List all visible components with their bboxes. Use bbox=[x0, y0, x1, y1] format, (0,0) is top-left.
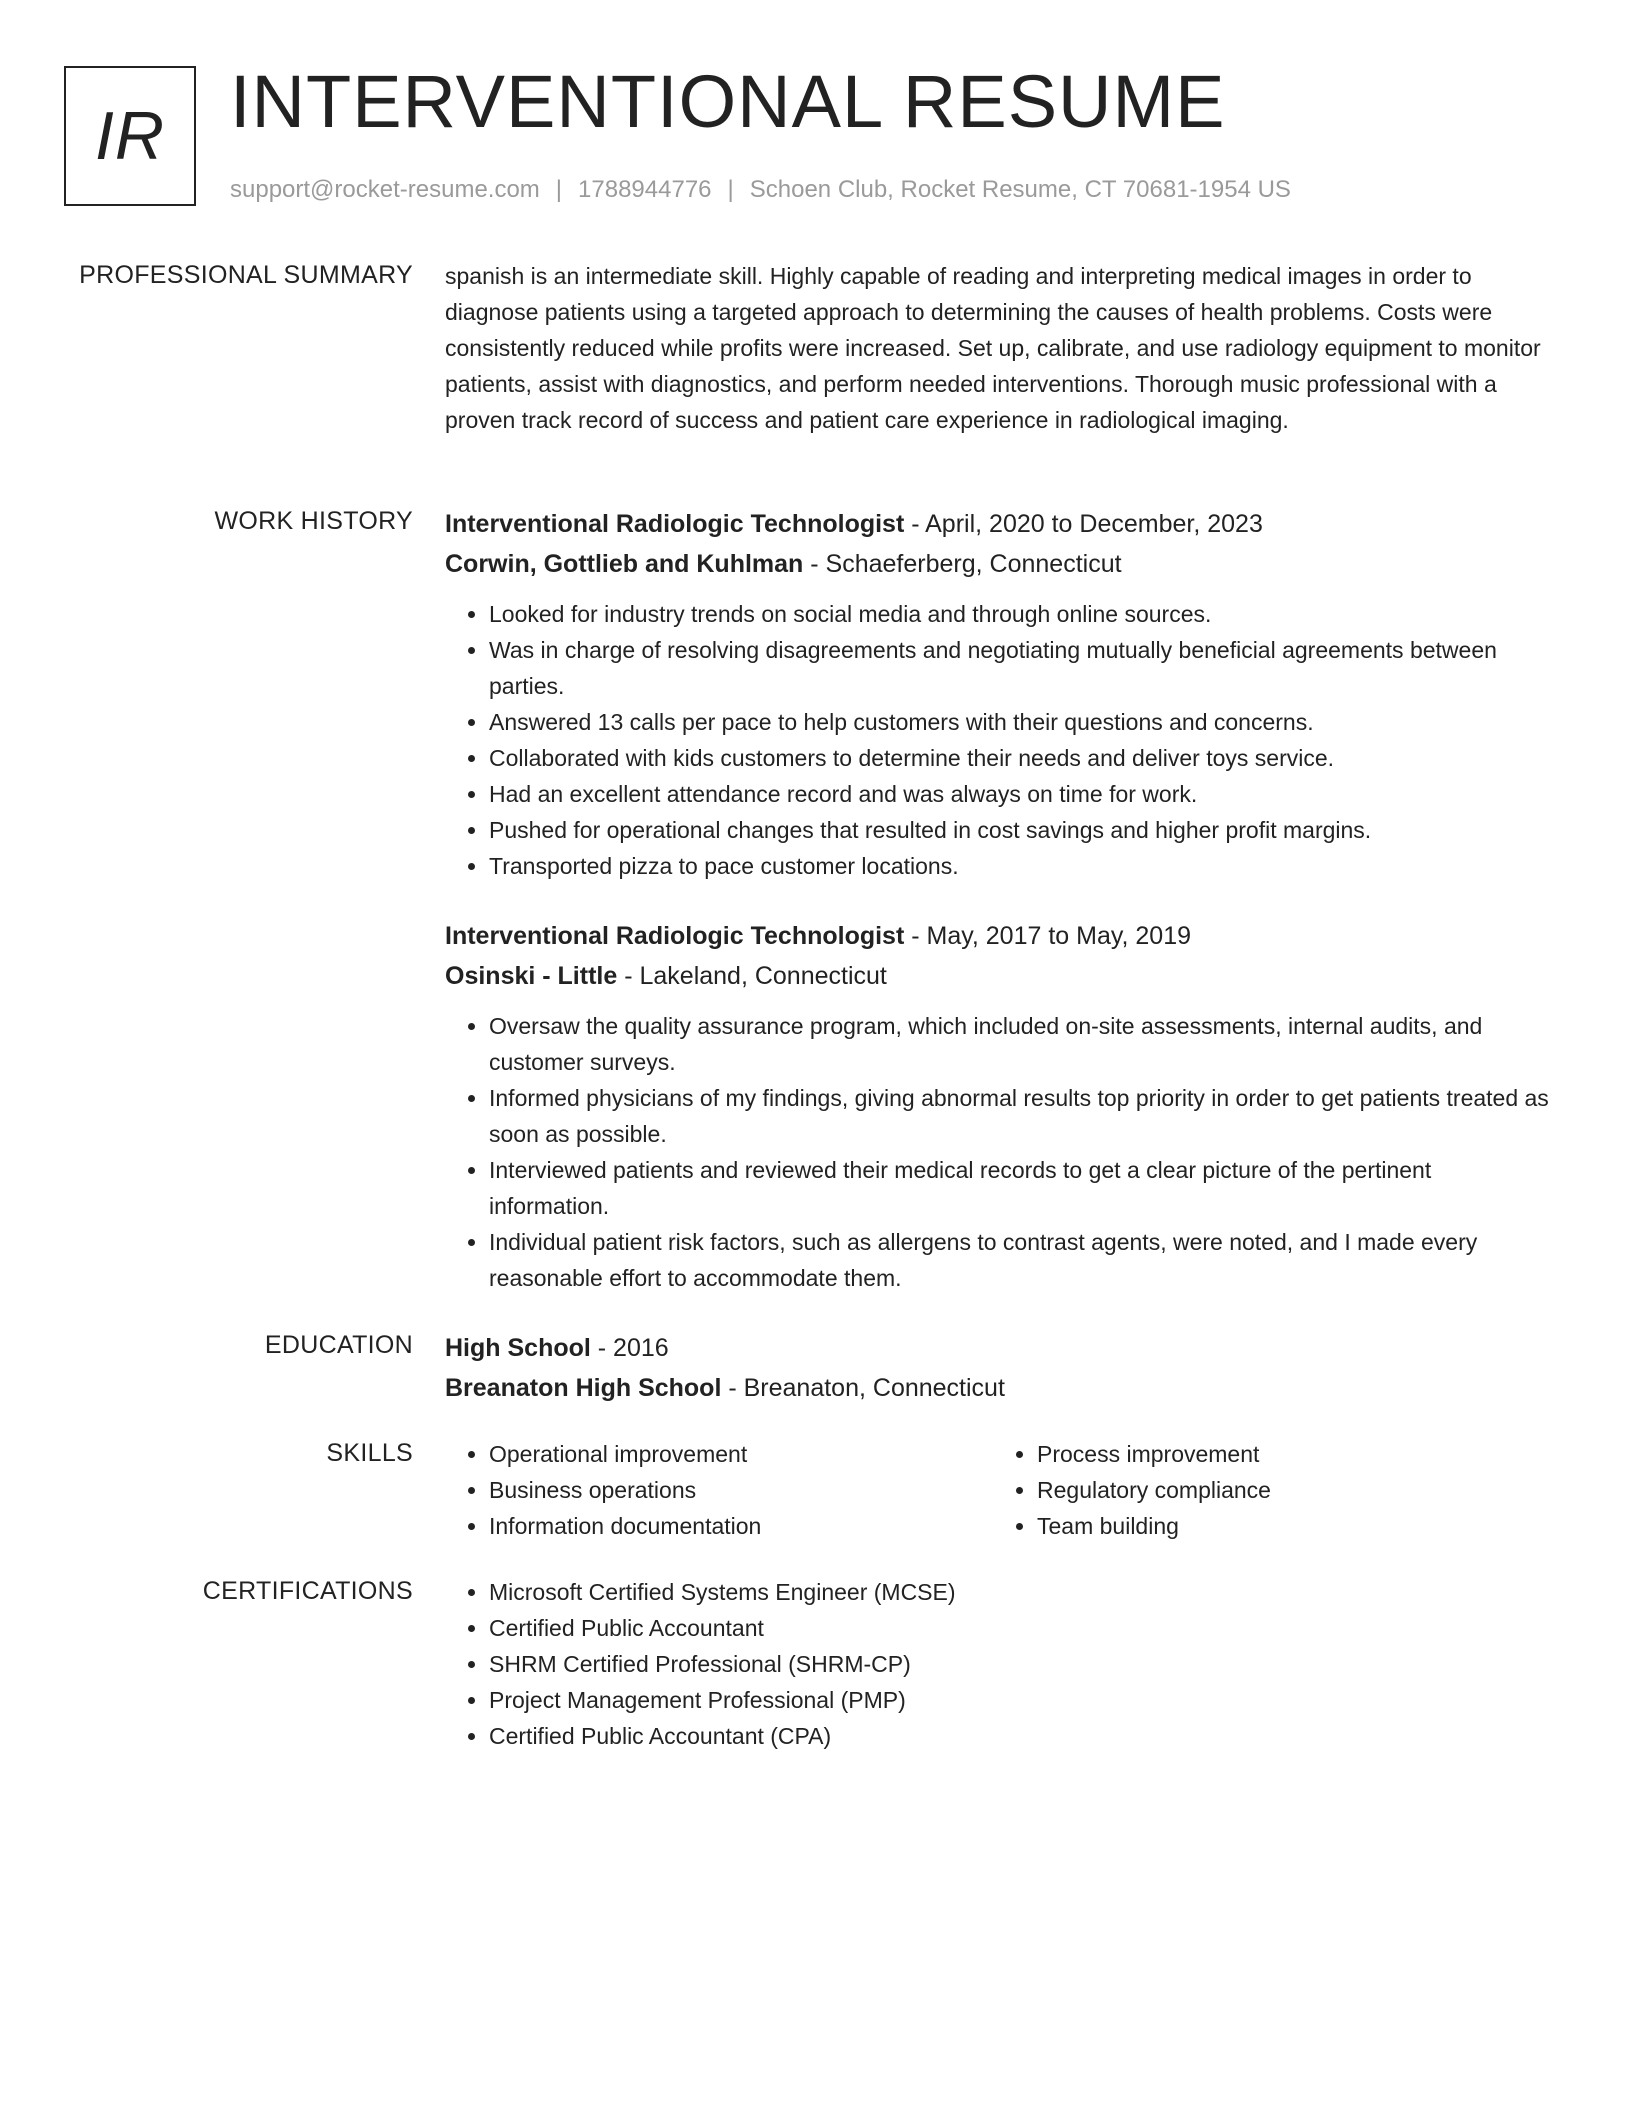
job-location: - Schaeferberg, Connecticut bbox=[803, 550, 1122, 578]
education-body bbox=[445, 1328, 1555, 1408]
job-dates: - April, 2020 to December, 2023 bbox=[904, 510, 1263, 538]
certification-item: • SHRM Certified Professional (SHRM-CP) bbox=[489, 1646, 1555, 1682]
job-duty-item: • Was in charge of resolving disagreements and negotiating mutually beneficial agreements between parties. bbox=[489, 632, 1555, 704]
job-company: Corwin, Gottlieb and Kuhlman bbox=[445, 550, 804, 578]
certifications-body bbox=[445, 1574, 1555, 1754]
job-company-line bbox=[445, 544, 1555, 584]
job-location: - Lakeland, Connecticut bbox=[617, 962, 887, 990]
job-dates: - May, 2017 to May, 2019 bbox=[904, 922, 1192, 950]
job-duty-item: • Collaborated with kids customers to determine their needs and deliver toys service. bbox=[489, 740, 1555, 776]
summary-body bbox=[445, 258, 1555, 438]
skills-column-right bbox=[993, 1436, 1541, 1544]
skills-heading: SKILLS bbox=[326, 1439, 413, 1467]
education-location: - Breanaton, Connecticut bbox=[721, 1374, 1005, 1402]
job-duty-item: • Answered 13 calls per pace to help customers with their questions and concerns. bbox=[489, 704, 1555, 740]
summary-heading: PROFESSIONAL SUMMARY bbox=[79, 261, 413, 289]
job-duty-item: • Informed physicians of my findings, giving abnormal results top priority in order to get patients treated as soon as possible. bbox=[489, 1080, 1555, 1152]
education-degree-line bbox=[445, 1328, 1555, 1368]
monogram-initials: IR bbox=[95, 98, 165, 174]
job-duty-item: • Individual patient risk factors, such as allergens to contrast agents, were noted, and I made every reasonable effort to accommodate them. bbox=[489, 1224, 1555, 1296]
job-duties-list bbox=[445, 1008, 1555, 1296]
skills-list bbox=[993, 1436, 1541, 1544]
job-duty-item: • Transported pizza to pace customer locations. bbox=[489, 848, 1555, 884]
contact-separator: | bbox=[555, 176, 563, 203]
skill-item: • Process improvement bbox=[1037, 1436, 1541, 1472]
job-entry bbox=[445, 916, 1555, 1296]
certifications-list bbox=[445, 1574, 1555, 1754]
job-duty-item: • Had an excellent attendance record and was always on time for work. bbox=[489, 776, 1555, 812]
work-history-heading: WORK HISTORY bbox=[214, 507, 413, 535]
skill-item: • Information documentation bbox=[489, 1508, 993, 1544]
education-year: - 2016 bbox=[590, 1334, 669, 1362]
contact-line bbox=[230, 174, 1291, 206]
contact-email: support@rocket-resume.com bbox=[230, 176, 540, 203]
skills-body bbox=[445, 1436, 1555, 1544]
job-company-line bbox=[445, 956, 1555, 996]
job-duty-item: • Oversaw the quality assurance program, which included on-site assessments, internal audits, and customer surveys. bbox=[489, 1008, 1555, 1080]
summary-text: spanish is an intermediate skill. Highly capable of reading and interpreting medical images in order to diagnose patients using a targeted approach to determining the causes of health problems. Costs were consistently reduced while profits were increased. Set up, calibrate, and use radiology equipment to monitor patients, assist with diagnostics, and perform needed interventions. Thorough music professional with a proven track record of success and patient care experience in radiological imaging. bbox=[445, 263, 1541, 433]
job-title: Interventional Radiologic Technologist bbox=[445, 510, 905, 538]
job-company: Osinski - Little bbox=[445, 962, 618, 990]
contact-address: Schoen Club, Rocket Resume, CT 70681-1954 US bbox=[749, 176, 1291, 203]
certification-item: • Certified Public Accountant (CPA) bbox=[489, 1718, 1555, 1754]
certification-item: • Certified Public Accountant bbox=[489, 1610, 1555, 1646]
contact-phone: 1788944776 bbox=[578, 176, 712, 203]
skill-item: • Business operations bbox=[489, 1472, 993, 1508]
job-duty-item: • Pushed for operational changes that resulted in cost savings and higher profit margins. bbox=[489, 812, 1555, 848]
skill-item: • Operational improvement bbox=[489, 1436, 993, 1472]
job-title: Interventional Radiologic Technologist bbox=[445, 922, 905, 950]
skill-item: • Team building bbox=[1037, 1508, 1541, 1544]
contact-separator: | bbox=[727, 176, 734, 203]
job-entry bbox=[445, 504, 1555, 884]
job-duties-list bbox=[445, 596, 1555, 884]
skill-item: • Regulatory compliance bbox=[1037, 1472, 1541, 1508]
education-degree: High School bbox=[445, 1334, 591, 1362]
job-duty-item: • Looked for industry trends on social media and through online sources. bbox=[489, 596, 1555, 632]
education-heading: EDUCATION bbox=[264, 1331, 413, 1359]
education-school-line bbox=[445, 1368, 1555, 1408]
job-title-line bbox=[445, 504, 1555, 544]
certification-item: • Microsoft Certified Systems Engineer (MCSE) bbox=[489, 1574, 1555, 1610]
education-school: Breanaton High School bbox=[445, 1374, 722, 1402]
job-title-line bbox=[445, 916, 1555, 956]
monogram-box bbox=[64, 66, 196, 206]
job-duty-item: • Interviewed patients and reviewed their medical records to get a clear picture of the pertinent information. bbox=[489, 1152, 1555, 1224]
skills-column-left bbox=[445, 1436, 993, 1544]
resume-name: INTERVENTIONAL RESUME bbox=[230, 60, 1226, 143]
certifications-heading: CERTIFICATIONS bbox=[202, 1577, 413, 1605]
skills-grid bbox=[445, 1436, 1555, 1544]
work-history-body bbox=[445, 504, 1555, 1296]
skills-list bbox=[445, 1436, 993, 1544]
certification-item: • Project Management Professional (PMP) bbox=[489, 1682, 1555, 1718]
